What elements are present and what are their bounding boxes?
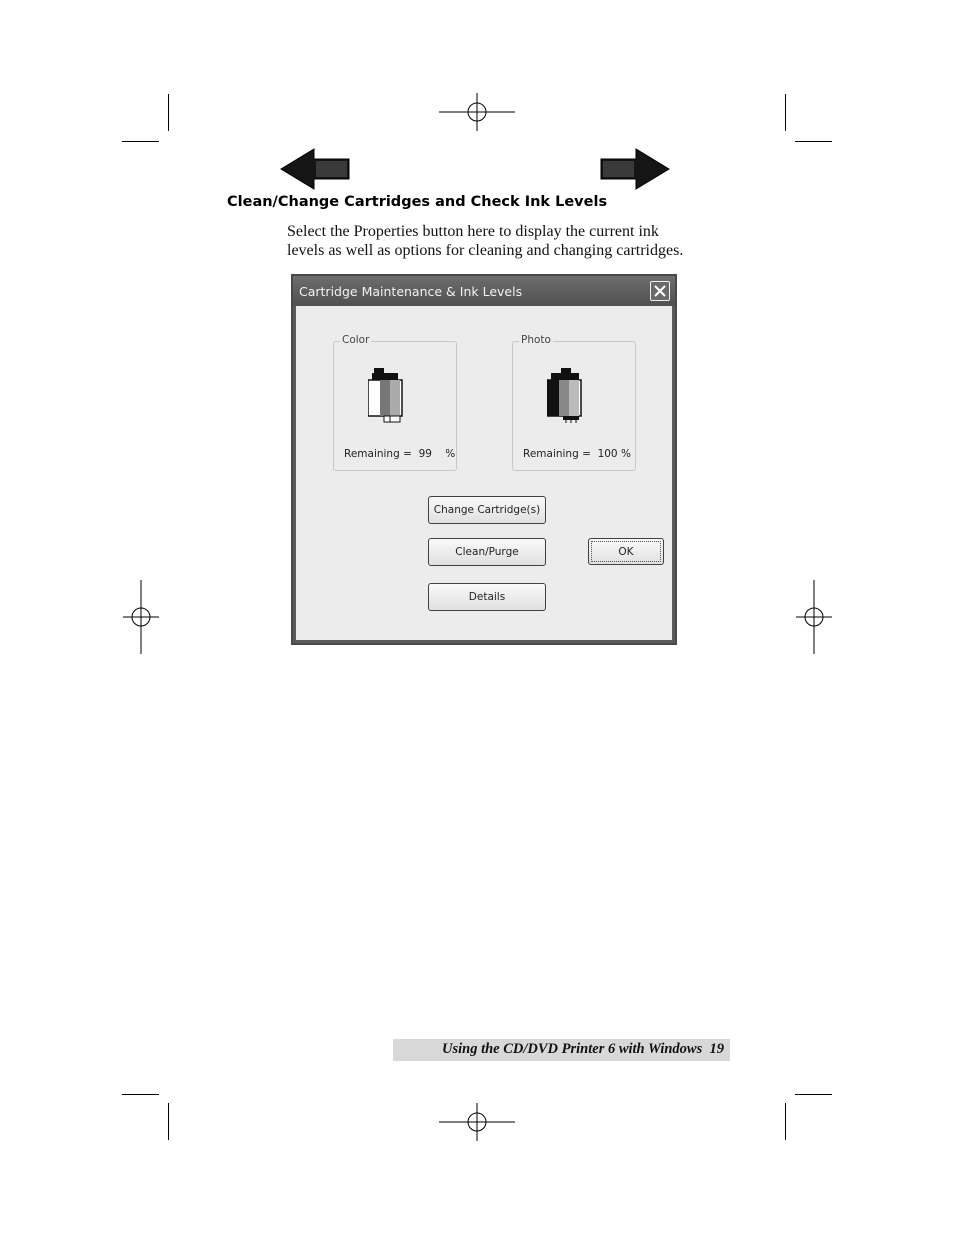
registration-mark-icon <box>437 91 517 133</box>
group-label: Color <box>342 334 370 346</box>
left-arrow-icon[interactable] <box>280 148 350 190</box>
intro-line: Select the Properties button here to display the current ink <box>287 223 659 240</box>
group-label: Photo <box>521 334 551 346</box>
crop-mark <box>795 141 832 142</box>
ok-button[interactable]: OK <box>588 538 664 565</box>
clean-purge-button[interactable]: Clean/Purge <box>428 538 546 566</box>
page-footer <box>393 1039 730 1061</box>
crop-mark <box>168 1103 169 1140</box>
color-cartridge-icon <box>368 368 404 424</box>
registration-mark-icon <box>121 578 161 656</box>
dialog-client-area <box>296 306 672 640</box>
crop-mark <box>785 1103 786 1140</box>
dialog-title: Cartridge Maintenance & Ink Levels <box>299 284 523 299</box>
intro-paragraph <box>287 222 747 260</box>
footer-text: Using the CD/DVD Printer 6 with Windows 19 <box>441 1041 724 1057</box>
photo-cartridge-icon <box>547 368 583 424</box>
intro-line: levels as well as options for cleaning and changing cartridges. <box>287 242 684 259</box>
details-button[interactable]: Details <box>428 583 546 611</box>
close-icon <box>651 282 669 300</box>
crop-mark <box>122 141 159 142</box>
dialog-titlebar <box>293 276 675 306</box>
close-button[interactable] <box>650 281 670 301</box>
cartridge-maintenance-dialog <box>291 274 677 645</box>
registration-mark-icon <box>794 578 834 656</box>
crop-mark <box>795 1094 832 1095</box>
change-cartridges-button[interactable]: Change Cartridge(s) <box>428 496 546 524</box>
section-title: Clean/Change Cartridges and Check Ink Levels <box>227 194 608 210</box>
photo-cartridge-group <box>512 334 636 471</box>
crop-mark <box>168 94 169 131</box>
crop-mark <box>122 1094 159 1095</box>
color-cartridge-group <box>333 334 457 471</box>
color-remaining-text: Remaining = 99 % <box>344 448 456 460</box>
crop-mark <box>785 94 786 131</box>
registration-mark-icon <box>437 1101 517 1143</box>
right-arrow-icon[interactable] <box>600 148 670 190</box>
photo-remaining-text: Remaining = 100 % <box>523 448 631 460</box>
